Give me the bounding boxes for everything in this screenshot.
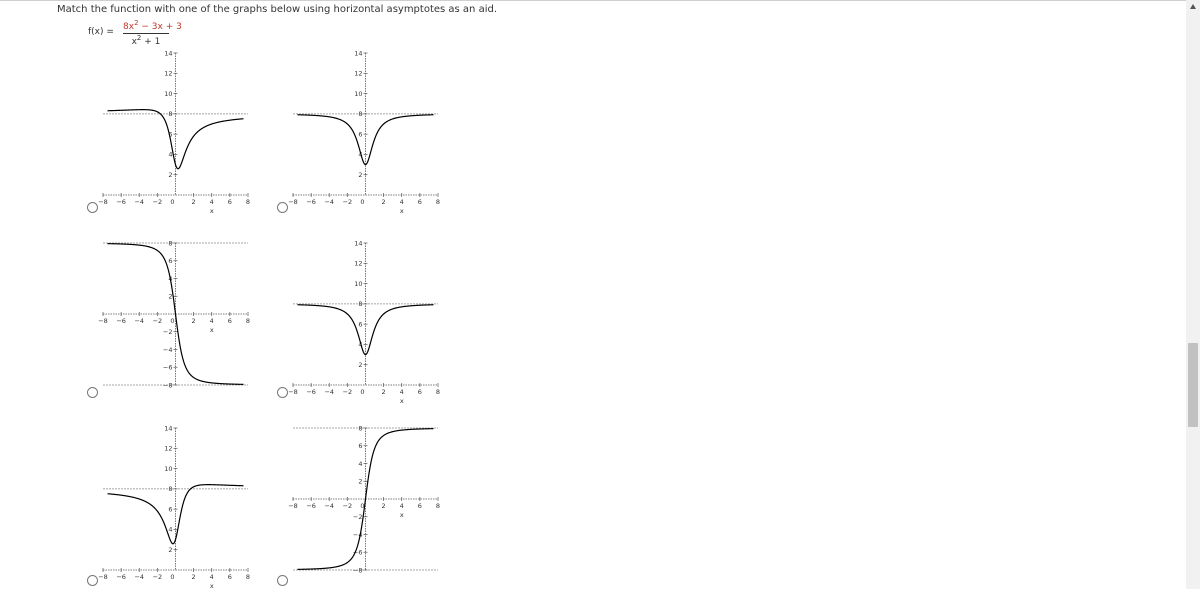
y-tick-label: 14 bbox=[354, 49, 363, 58]
x-tick-label: 8 bbox=[245, 573, 251, 581]
function-denominator: $x^2 + 1$ bbox=[131, 34, 161, 47]
x-tick-label: 0 bbox=[360, 388, 365, 396]
y-tick-label: 2 bbox=[358, 171, 363, 180]
y-tick-label: 8 bbox=[168, 239, 173, 248]
x-tick-label: 8 bbox=[245, 317, 251, 325]
y-tick-label: 8 bbox=[358, 300, 363, 309]
y-tick-label: −8 bbox=[162, 381, 173, 390]
x-tick-label: 0 bbox=[170, 198, 175, 206]
y-tick-label: −6 bbox=[162, 363, 173, 372]
y-tick-label: 2 bbox=[168, 171, 173, 180]
y-tick-label: −6 bbox=[352, 548, 363, 557]
x-tick-label: −8 bbox=[288, 502, 298, 510]
y-tick-label: 8 bbox=[358, 110, 363, 119]
y-tick-label: 2 bbox=[168, 292, 173, 301]
y-tick-label: 6 bbox=[168, 257, 173, 266]
x-tick-label: −4 bbox=[324, 388, 335, 396]
radio-option-3[interactable] bbox=[87, 387, 98, 398]
x-tick-label: 2 bbox=[191, 573, 196, 581]
x-tick-label: −2 bbox=[342, 388, 353, 396]
x-tick-label: 8 bbox=[435, 502, 441, 510]
graph-option-1 bbox=[98, 45, 258, 215]
x-axis-label: x bbox=[399, 397, 404, 405]
x-tick-label: −2 bbox=[152, 198, 163, 206]
radio-option-4[interactable] bbox=[277, 387, 288, 398]
y-tick-label: 14 bbox=[164, 424, 173, 433]
y-tick-label: 8 bbox=[168, 485, 173, 494]
x-tick-label: −4 bbox=[324, 198, 335, 206]
x-tick-label: −6 bbox=[306, 388, 316, 396]
x-tick-label: −8 bbox=[98, 317, 108, 325]
x-tick-label: −2 bbox=[152, 573, 163, 581]
y-tick-label: 6 bbox=[358, 320, 363, 329]
x-tick-label: 6 bbox=[417, 388, 422, 396]
x-tick-label: 6 bbox=[227, 573, 232, 581]
y-tick-label: −2 bbox=[162, 328, 173, 337]
function-lhs: f(x) = bbox=[88, 27, 114, 37]
y-tick-label: 10 bbox=[164, 464, 173, 473]
y-tick-label: 14 bbox=[164, 49, 173, 58]
x-tick-label: 8 bbox=[245, 198, 251, 206]
x-tick-label: −4 bbox=[134, 573, 145, 581]
x-tick-label: 6 bbox=[227, 198, 232, 206]
scroll-up-arrow-icon[interactable] bbox=[1190, 4, 1196, 9]
x-tick-label: −6 bbox=[116, 573, 126, 581]
radio-option-2[interactable] bbox=[277, 202, 288, 213]
x-tick-label: 8 bbox=[435, 388, 441, 396]
y-tick-label: 6 bbox=[358, 130, 363, 139]
x-tick-label: −8 bbox=[98, 573, 108, 581]
x-tick-label: −6 bbox=[306, 198, 316, 206]
x-tick-label: 4 bbox=[209, 317, 214, 325]
x-tick-label: 4 bbox=[399, 502, 404, 510]
x-tick-label: 0 bbox=[170, 573, 175, 581]
x-tick-label: 2 bbox=[381, 502, 386, 510]
y-tick-label: −8 bbox=[352, 566, 363, 575]
y-tick-label: 2 bbox=[358, 361, 363, 370]
y-tick-label: 6 bbox=[168, 505, 173, 514]
y-tick-label: 12 bbox=[354, 259, 363, 268]
x-tick-label: −4 bbox=[134, 198, 145, 206]
function-curve bbox=[298, 305, 434, 355]
y-tick-label: 6 bbox=[168, 130, 173, 139]
y-tick-label: 10 bbox=[354, 279, 363, 288]
x-tick-label: −8 bbox=[98, 198, 108, 206]
x-tick-label: −2 bbox=[342, 198, 353, 206]
x-tick-label: 0 bbox=[170, 317, 175, 325]
y-tick-label: 4 bbox=[358, 340, 363, 349]
question-instruction: Match the function with one of the graphs below using horizontal asymptotes as an aid. bbox=[57, 4, 497, 15]
y-tick-label: 2 bbox=[168, 546, 173, 555]
x-axis-label: x bbox=[209, 326, 214, 334]
x-tick-label: 4 bbox=[399, 198, 404, 206]
x-tick-label: −6 bbox=[116, 198, 126, 206]
x-tick-label: 0 bbox=[360, 502, 365, 510]
x-tick-label: 2 bbox=[381, 198, 386, 206]
function-fraction bbox=[123, 19, 182, 47]
y-tick-label: 10 bbox=[354, 89, 363, 98]
y-tick-label: 4 bbox=[168, 274, 173, 283]
graph-option-2 bbox=[288, 45, 448, 215]
x-tick-label: 6 bbox=[417, 502, 422, 510]
x-tick-label: 4 bbox=[209, 198, 214, 206]
y-tick-label: −2 bbox=[352, 513, 363, 522]
x-tick-label: −8 bbox=[288, 388, 298, 396]
x-tick-label: 6 bbox=[417, 198, 422, 206]
function-curve bbox=[298, 115, 434, 165]
top-border bbox=[0, 0, 1200, 1]
y-tick-label: 4 bbox=[358, 150, 363, 159]
x-axis-label: x bbox=[399, 511, 404, 519]
x-tick-label: 0 bbox=[360, 198, 365, 206]
x-tick-label: −2 bbox=[342, 502, 353, 510]
x-tick-label: −8 bbox=[288, 198, 298, 206]
graph-option-6 bbox=[288, 420, 448, 585]
radio-option-1[interactable] bbox=[87, 202, 98, 213]
function-numerator: $8x^2 - 3x + 3$ bbox=[123, 19, 182, 32]
x-tick-label: 4 bbox=[209, 573, 214, 581]
y-tick-label: 10 bbox=[164, 89, 173, 98]
y-tick-label: 4 bbox=[168, 525, 173, 534]
scrollbar[interactable] bbox=[1186, 0, 1200, 589]
y-tick-label: 12 bbox=[164, 444, 173, 453]
graph-option-3 bbox=[98, 235, 258, 400]
graph-option-5 bbox=[98, 420, 258, 589]
x-tick-label: −6 bbox=[306, 502, 316, 510]
y-tick-label: 4 bbox=[168, 150, 173, 159]
radio-option-6[interactable] bbox=[277, 575, 288, 586]
y-tick-label: 6 bbox=[358, 442, 363, 451]
x-tick-label: −2 bbox=[152, 317, 163, 325]
scrollbar-thumb[interactable] bbox=[1188, 343, 1198, 427]
x-tick-label: −4 bbox=[134, 317, 145, 325]
radio-option-5[interactable] bbox=[87, 575, 98, 586]
y-tick-label: 2 bbox=[358, 477, 363, 486]
y-tick-label: 12 bbox=[164, 69, 173, 78]
x-tick-label: 2 bbox=[191, 198, 196, 206]
y-tick-label: −4 bbox=[352, 530, 363, 539]
y-tick-label: −4 bbox=[162, 345, 173, 354]
x-tick-label: 8 bbox=[435, 198, 441, 206]
y-tick-label: 12 bbox=[354, 69, 363, 78]
x-tick-label: 4 bbox=[399, 388, 404, 396]
x-axis-label: x bbox=[209, 207, 214, 215]
x-tick-label: 2 bbox=[191, 317, 196, 325]
y-tick-label: 14 bbox=[354, 239, 363, 248]
y-tick-label: 8 bbox=[168, 110, 173, 119]
x-tick-label: 6 bbox=[227, 317, 232, 325]
x-axis-label: x bbox=[209, 582, 214, 589]
graph-option-4 bbox=[288, 235, 448, 405]
x-axis-label: x bbox=[399, 207, 404, 215]
y-tick-label: 8 bbox=[358, 424, 363, 433]
x-tick-label: 2 bbox=[381, 388, 386, 396]
y-tick-label: 4 bbox=[358, 459, 363, 468]
x-tick-label: −6 bbox=[116, 317, 126, 325]
x-tick-label: −4 bbox=[324, 502, 335, 510]
